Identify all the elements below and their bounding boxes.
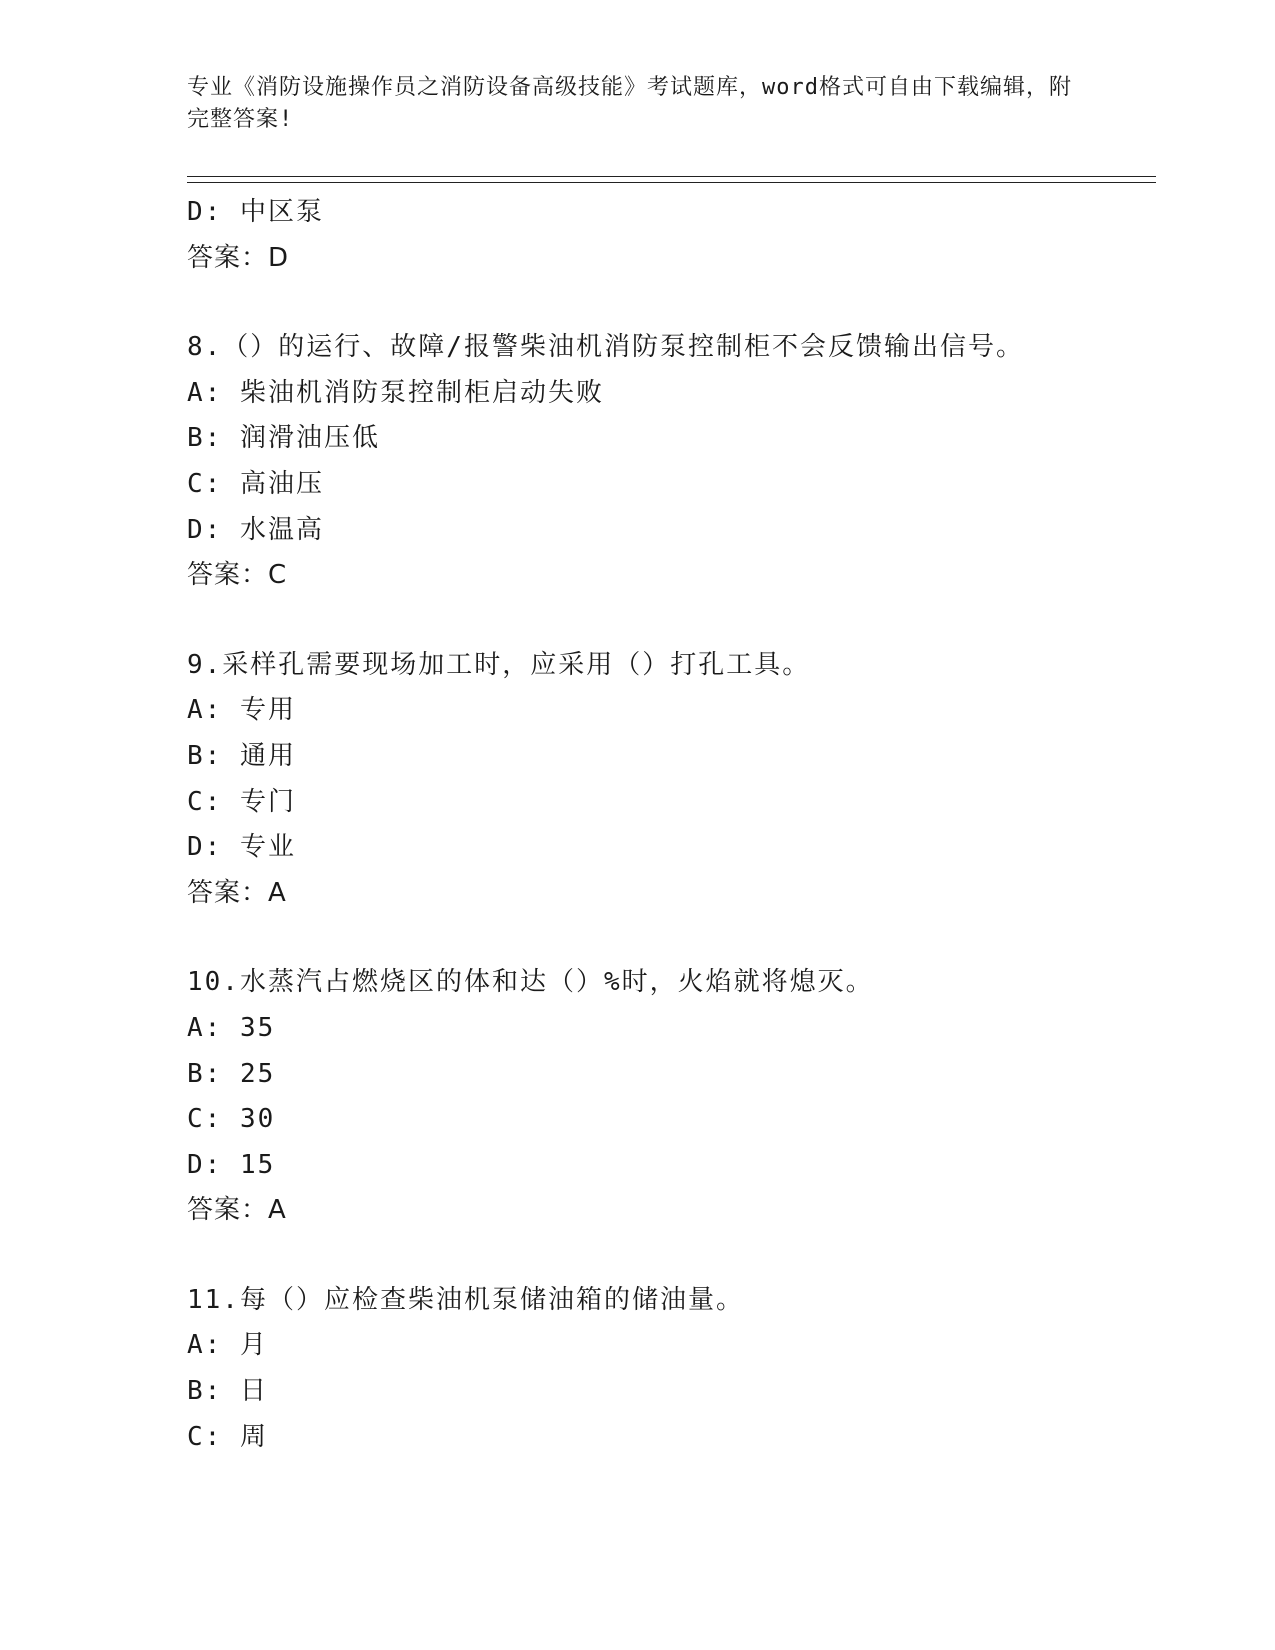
option-b: B: 25	[187, 1058, 276, 1089]
question-block-10	[187, 960, 1156, 1234]
answer-line: 答案：C	[187, 560, 288, 591]
question-block-9	[187, 643, 1156, 917]
option-c: C: 专门	[187, 786, 296, 817]
spacer	[187, 281, 1156, 325]
option-a: A: 35	[187, 1012, 276, 1043]
header-divider-bottom	[187, 182, 1156, 183]
answer-line: 答案：A	[187, 877, 287, 908]
spacer	[187, 916, 1156, 960]
option-b: B: 通用	[187, 740, 296, 771]
answer-line: 答案：D	[187, 242, 290, 273]
option-a: A: 月	[187, 1330, 268, 1361]
option-b: B: 日	[187, 1376, 268, 1407]
answer-line: 答案：A	[187, 1195, 287, 1226]
question-block-8	[187, 325, 1156, 599]
option-a: A: 柴油机消防泵控制柜启动失败	[187, 377, 604, 408]
document-header: 专业《消防设施操作员之消防设备高级技能》考试题库，word格式可自由下载编辑，附完整答案!	[187, 75, 1072, 132]
option-d: D: 15	[187, 1149, 276, 1180]
option-d: D: 中区泵	[187, 197, 324, 227]
question-block-11	[187, 1278, 1156, 1460]
option-c: C: 高油压	[187, 468, 324, 499]
option-b: B: 润滑油压低	[187, 423, 380, 454]
question-stem: 11.每（）应检查柴油机泵储油箱的储油量。	[187, 1284, 744, 1315]
option-c: C: 周	[187, 1421, 268, 1452]
question-stem: 10.水蒸汽占燃烧区的体和达（）%时，火焰就将熄灭。	[187, 967, 874, 998]
question-stem: 8.（）的运行、故障/报警柴油机消防泵控制柜不会反馈输出信号。	[187, 332, 1024, 363]
question-list	[187, 190, 1156, 1460]
option-d: D: 专业	[187, 832, 296, 863]
option-a: A: 专用	[187, 695, 296, 726]
spacer	[187, 1234, 1156, 1278]
option-c: C: 30	[187, 1104, 276, 1135]
option-d: D: 水温高	[187, 514, 324, 545]
header-divider-top	[187, 176, 1156, 177]
spacer	[187, 599, 1156, 643]
question-stem: 9.采样孔需要现场加工时，应采用（）打孔工具。	[187, 649, 811, 680]
